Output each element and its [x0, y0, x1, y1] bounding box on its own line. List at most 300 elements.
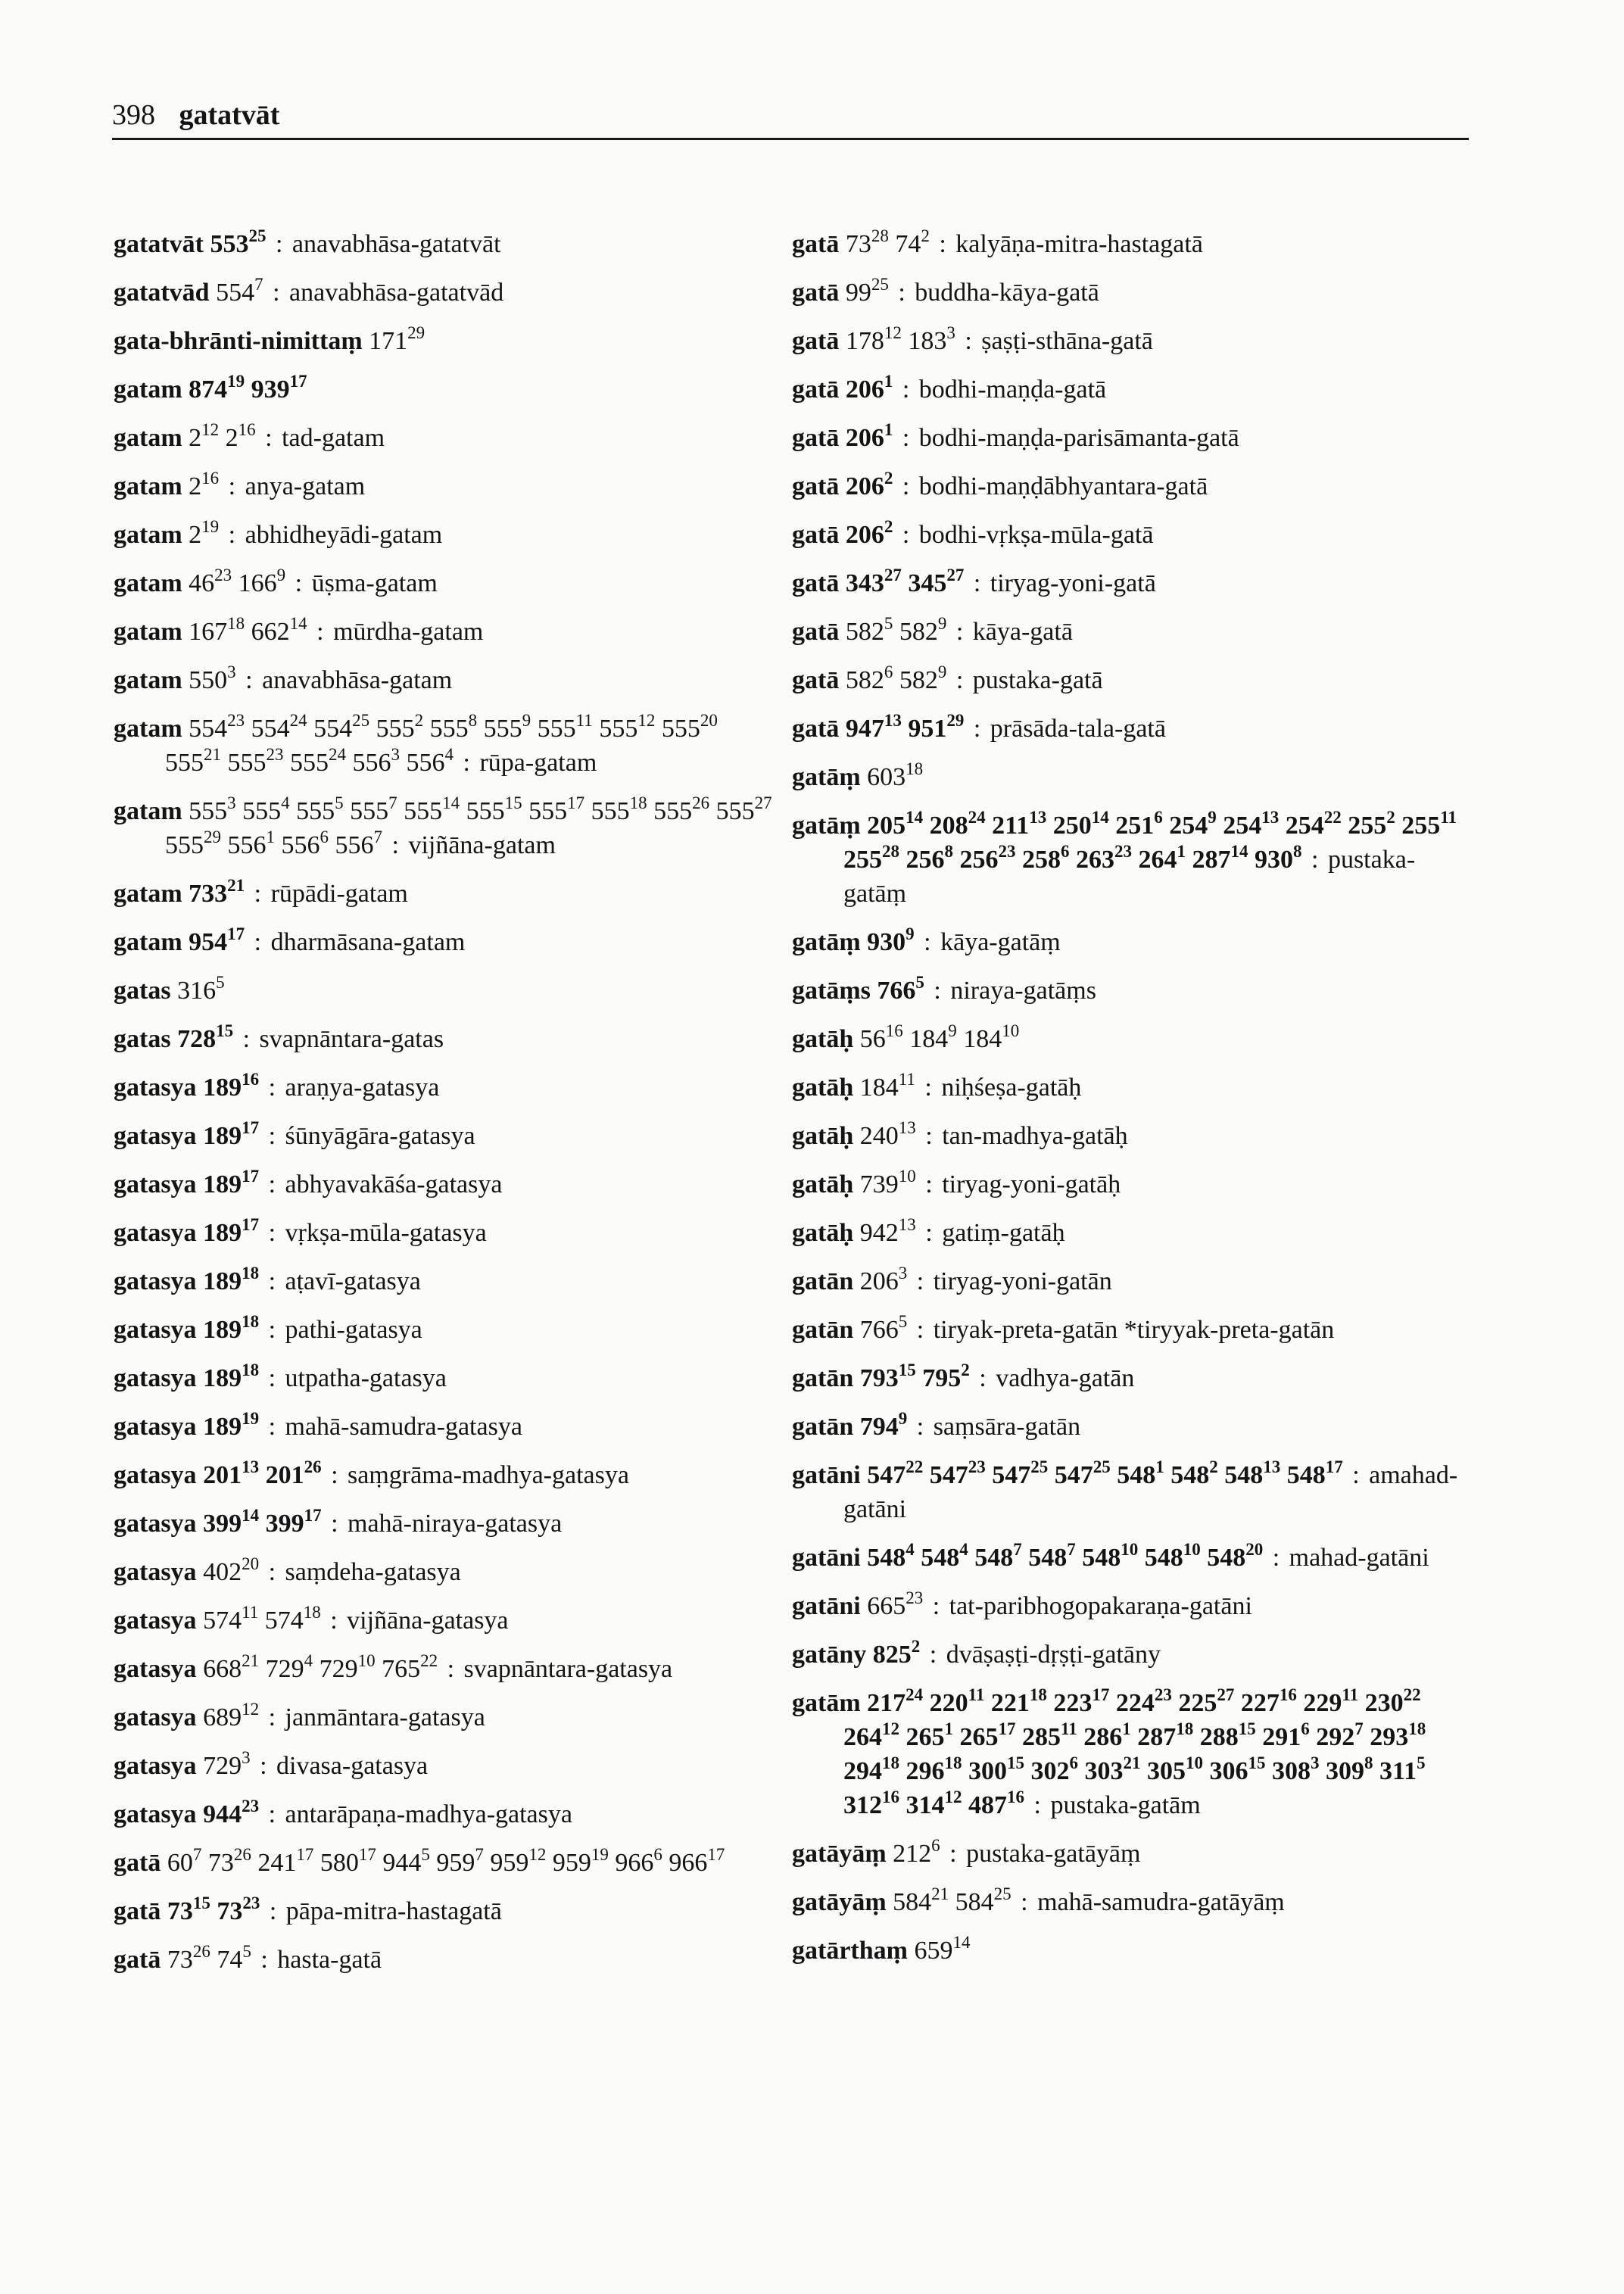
compound-form: bodhi-maṇḍa-parisāmanta-gatā — [918, 424, 1239, 452]
page-reference — [653, 793, 710, 825]
page-reference — [843, 1788, 899, 1819]
page-number-ref: 311 — [1379, 1757, 1417, 1785]
page-reference — [1209, 1753, 1266, 1785]
page-number-ref: 206 — [845, 472, 884, 500]
line-number: 10 — [1002, 1021, 1020, 1040]
headword: gatam — [114, 521, 182, 549]
page-number-ref: 951 — [908, 715, 947, 743]
line-number: 23 — [266, 745, 284, 764]
page-reference — [227, 745, 284, 777]
compound-form: pustaka-gatāyāṃ — [966, 1840, 1141, 1868]
page-reference — [1137, 1719, 1194, 1751]
headword: gatāni — [792, 1544, 861, 1572]
page-reference — [845, 469, 893, 500]
page-reference — [908, 711, 965, 743]
separator: : — [1014, 1888, 1028, 1916]
running-head: gatatvāt — [179, 99, 280, 131]
line-number: 2 — [921, 226, 930, 245]
line-number: 27 — [754, 793, 772, 812]
line-number: 15 — [1007, 1753, 1024, 1772]
line-number: 8 — [1293, 842, 1302, 861]
separator: : — [896, 376, 910, 404]
page-number-ref: 2 — [189, 472, 202, 500]
page-number-ref: 547 — [929, 1461, 968, 1489]
page-number-ref: 343 — [845, 569, 884, 597]
separator: : — [262, 1703, 276, 1731]
headword: gatā — [792, 569, 840, 597]
index-entry — [792, 276, 1458, 310]
line-number: 23 — [998, 842, 1016, 861]
page-reference — [959, 842, 1016, 874]
separator: : — [896, 424, 910, 452]
page-number-ref: 240 — [859, 1122, 899, 1150]
line-number: 1 — [1177, 842, 1186, 861]
headword: gatāḥ — [792, 1025, 854, 1053]
line-number: 5 — [884, 614, 893, 633]
line-number: 22 — [420, 1651, 438, 1670]
line-number: 3 — [898, 1264, 908, 1283]
separator: : — [441, 1655, 455, 1683]
index-entry — [792, 1934, 1458, 1968]
page-reference — [845, 323, 902, 355]
page-reference — [1115, 1685, 1172, 1717]
page-number-ref: 555 — [429, 715, 469, 743]
page-number-ref: 739 — [859, 1170, 899, 1198]
page-reference — [963, 1021, 1020, 1053]
page-number-ref: 201 — [265, 1461, 304, 1489]
separator: : — [896, 521, 910, 549]
page-reference — [167, 1893, 210, 1925]
line-number: 6 — [653, 1845, 662, 1864]
line-number: 14 — [1091, 808, 1109, 827]
separator: : — [949, 618, 964, 646]
separator: : — [891, 279, 906, 307]
page-reference — [1316, 1719, 1364, 1751]
separator: : — [967, 715, 981, 743]
index-entry — [114, 1507, 780, 1541]
page-number-ref: 229 — [1303, 1689, 1342, 1717]
line-number: 10 — [357, 1651, 376, 1670]
line-number: 7 — [475, 1845, 484, 1864]
page-reference — [382, 1651, 438, 1683]
line-number: 8 — [468, 711, 478, 730]
page-reference — [867, 1588, 924, 1620]
page-reference — [1207, 1540, 1264, 1572]
page-number-ref: 256 — [906, 846, 945, 874]
page-number-ref: 184 — [859, 1074, 899, 1102]
compound-form: tad-gatam — [282, 424, 385, 452]
separator: : — [310, 618, 324, 646]
page-reference — [1286, 1457, 1343, 1489]
separator: : — [262, 1800, 276, 1828]
page-reference — [167, 1845, 202, 1877]
headword: gatasya — [114, 1655, 197, 1683]
page-number-ref: 56 — [859, 1025, 886, 1053]
page-number-ref: 930 — [1255, 846, 1293, 874]
line-number: 23 — [214, 566, 232, 584]
page-reference — [859, 1361, 916, 1392]
page-number-ref: 73 — [167, 1946, 193, 1974]
line-number: 15 — [216, 1021, 234, 1040]
compound-form: mahad-gatāni — [1289, 1544, 1429, 1572]
page-reference — [845, 226, 889, 258]
page-reference — [1138, 842, 1186, 874]
page-reference — [1326, 1753, 1373, 1785]
headword: gatasya — [114, 1413, 197, 1441]
page-number-ref: 254 — [1223, 812, 1262, 840]
headword: gatas — [114, 977, 171, 1005]
page-reference — [1169, 808, 1217, 840]
page-reference — [490, 1845, 547, 1877]
page-reference — [207, 1845, 251, 1877]
page-reference — [1303, 1685, 1359, 1717]
separator: : — [263, 1897, 277, 1925]
index-entry — [792, 1589, 1458, 1623]
index-entry — [792, 974, 1458, 1008]
line-number: 13 — [898, 1215, 916, 1234]
page-number-ref: 795 — [922, 1364, 962, 1392]
separator: : — [943, 1840, 957, 1868]
page-reference — [845, 711, 902, 743]
line-number: 25 — [352, 711, 370, 730]
line-number: 17 — [707, 1845, 725, 1864]
page-number-ref: 314 — [906, 1791, 945, 1819]
page-number-ref: 294 — [843, 1757, 882, 1785]
page-number-ref: 555 — [290, 749, 329, 777]
index-entry — [792, 1071, 1458, 1105]
index-entry — [114, 518, 780, 552]
line-number: 17 — [304, 1506, 322, 1525]
page-number-ref: 548 — [1144, 1544, 1183, 1572]
page-reference — [552, 1845, 609, 1877]
compound-form: mahā-samudra-gatāyāṃ — [1037, 1888, 1285, 1916]
line-number: 29 — [204, 828, 221, 846]
compound-form: tan-madhya-gatāḥ — [942, 1122, 1128, 1150]
page-reference — [906, 842, 954, 874]
compound-form: tiryak-preta-gatān *tiryyak-preta-gatān — [933, 1316, 1335, 1344]
page-reference — [313, 711, 370, 743]
page-number-ref: 221 — [990, 1689, 1030, 1717]
index-entry — [792, 1837, 1458, 1871]
page-reference — [909, 1021, 957, 1053]
compound-form: tiryag-yoni-gatān — [933, 1267, 1112, 1295]
page-number-ref: 189 — [203, 1413, 242, 1441]
index-entry — [114, 469, 780, 503]
page-number-ref: 287 — [1192, 846, 1231, 874]
index-entry — [792, 421, 1458, 455]
line-number: 3 — [227, 662, 236, 681]
compound-form: anya-gatam — [245, 472, 366, 500]
page-reference — [843, 1753, 899, 1785]
page-reference — [429, 711, 478, 743]
page-number-ref: 548 — [1028, 1544, 1068, 1572]
page-reference — [845, 614, 893, 646]
page-reference — [929, 1685, 985, 1717]
headword: gatā — [792, 327, 840, 355]
page-reference — [189, 566, 232, 597]
page-number-ref: 189 — [203, 1364, 242, 1392]
headword: gatasya — [114, 1316, 197, 1344]
page-number-ref: 73 — [217, 1897, 243, 1925]
line-number: 10 — [1183, 1540, 1201, 1559]
line-number: 18 — [944, 1753, 962, 1772]
line-number: 23 — [1154, 1685, 1172, 1704]
index-entry — [114, 227, 780, 261]
page-reference — [591, 793, 647, 825]
page-reference — [1348, 808, 1395, 840]
page-reference — [251, 372, 307, 404]
page-number-ref: 555 — [661, 715, 700, 743]
compound-form: śūnyāgāra-gatasya — [285, 1122, 475, 1150]
compound-form: antarāpaṇa-madhya-gatasya — [285, 1800, 572, 1828]
index-entry — [792, 324, 1458, 358]
page-number-ref: 251 — [1115, 812, 1155, 840]
page-number-ref: 584 — [955, 1888, 994, 1916]
index-entry — [114, 1216, 780, 1250]
compound-form: saṃdeha-gatasya — [285, 1558, 461, 1586]
compound-form: vijñāna-gatasya — [347, 1607, 509, 1635]
headword: gatasya — [114, 1267, 197, 1295]
compound-form: abhyavakāśa-gatasya — [285, 1170, 503, 1198]
line-number: 14 — [289, 614, 307, 633]
page-number-ref: 555 — [242, 797, 282, 825]
page-number-ref: 292 — [1316, 1723, 1355, 1751]
page-reference — [203, 1118, 260, 1150]
page-reference — [1224, 1457, 1281, 1489]
page-reference — [845, 275, 889, 307]
page-reference — [257, 1845, 314, 1877]
page-reference — [290, 745, 346, 777]
page-reference — [929, 808, 986, 840]
line-number: 21 — [1123, 1753, 1141, 1772]
compound-form: anavabhāsa-gatatvāt — [291, 230, 501, 258]
line-number: 21 — [931, 1884, 949, 1903]
line-number: 22 — [1323, 808, 1342, 827]
page-number-ref: 399 — [203, 1510, 242, 1538]
page-reference — [335, 828, 383, 859]
line-number: 16 — [885, 1021, 903, 1040]
line-number: 17 — [242, 1167, 260, 1186]
page-number-ref: 944 — [382, 1849, 422, 1877]
page-reference — [908, 323, 955, 355]
page-number-ref: 555 — [599, 715, 638, 743]
index-entry — [114, 1071, 780, 1105]
headword: gata-bhrānti-nimittaṃ — [114, 327, 363, 355]
separator: : — [323, 1607, 338, 1635]
page-reference — [845, 517, 893, 549]
page-reference — [1054, 1457, 1111, 1489]
page-reference — [1223, 808, 1280, 840]
page-number-ref: 947 — [845, 715, 884, 743]
line-number: 19 — [227, 372, 245, 391]
line-number: 4 — [444, 745, 454, 764]
line-number: 23 — [242, 1893, 260, 1912]
headword: gatā — [792, 618, 840, 646]
page-number-ref: 208 — [929, 812, 968, 840]
page-number-ref: 580 — [320, 1849, 359, 1877]
line-number: 17 — [998, 1719, 1016, 1738]
page-number-ref: 582 — [845, 618, 884, 646]
line-number: 27 — [1217, 1685, 1235, 1704]
line-number: 16 — [238, 420, 256, 439]
page-reference — [225, 420, 256, 452]
index-entry — [114, 794, 780, 862]
headword: gatāyāṃ — [792, 1888, 887, 1916]
page-reference — [203, 1361, 260, 1392]
page-number-ref: 548 — [1117, 1461, 1156, 1489]
page-reference — [189, 876, 245, 908]
page-number-ref: 556 — [352, 749, 391, 777]
index-entry — [792, 227, 1458, 261]
line-number: 14 — [906, 808, 924, 827]
line-number: 27 — [946, 566, 965, 584]
page-number-ref: 2 — [189, 424, 202, 452]
page-reference — [990, 1685, 1047, 1717]
line-number: 14 — [952, 1933, 971, 1952]
page-number-ref: 547 — [867, 1461, 906, 1489]
line-number: 7 — [1013, 1540, 1022, 1559]
compound-form: vṛkṣa-mūla-gatasya — [285, 1219, 487, 1247]
index-entry — [114, 1555, 780, 1589]
page-reference — [1115, 808, 1163, 840]
line-number: 9 — [898, 1409, 908, 1428]
separator: : — [253, 1752, 267, 1780]
page-reference — [867, 808, 924, 840]
line-number: 4 — [906, 1540, 915, 1559]
line-number: 9 — [522, 711, 531, 730]
line-number: 12 — [201, 420, 220, 439]
page-reference — [1370, 1719, 1426, 1751]
index-entry — [114, 877, 780, 911]
headword: gatasya — [114, 1170, 197, 1198]
page-reference — [296, 793, 344, 825]
page-reference — [203, 1651, 260, 1683]
page-reference — [1178, 1685, 1235, 1717]
headword: gatasya — [114, 1364, 197, 1392]
compound-form: bodhi-maṇḍa-gatā — [918, 376, 1107, 404]
page-number-ref: 316 — [177, 977, 217, 1005]
page-reference — [974, 1540, 1022, 1572]
compound-form: niḥśeṣa-gatāḥ — [941, 1074, 1082, 1102]
index-entry — [792, 925, 1458, 959]
page-number-ref: 548 — [867, 1544, 906, 1572]
line-number: 4 — [959, 1540, 968, 1559]
headword: gatasya — [114, 1461, 197, 1489]
page-reference — [1199, 1719, 1256, 1751]
line-number: 17 — [242, 1118, 260, 1137]
line-number: 13 — [898, 1118, 916, 1137]
page-number-ref: 224 — [1115, 1689, 1155, 1717]
page-reference — [251, 614, 307, 646]
page-reference — [1117, 1457, 1164, 1489]
compound-form: araṇya-gatasya — [285, 1074, 440, 1102]
line-number: 1 — [884, 420, 893, 439]
compound-form: dvāṣaṣṭi-dṛṣṭi-gatāny — [946, 1641, 1161, 1669]
line-number: 1 — [884, 372, 893, 391]
compound-form: tiryag-yoni-gatāḥ — [942, 1170, 1121, 1198]
index-entry — [792, 1410, 1458, 1444]
page-reference — [203, 1603, 259, 1635]
line-number: 1 — [1122, 1719, 1131, 1738]
separator: : — [262, 1219, 276, 1247]
page-reference — [867, 924, 915, 956]
line-number: 15 — [1238, 1719, 1256, 1738]
line-number: 25 — [871, 275, 889, 294]
page-number-ref: 305 — [1147, 1757, 1186, 1785]
page-reference — [1053, 1685, 1110, 1717]
separator: : — [926, 1592, 940, 1620]
page-number-ref: 554 — [216, 279, 255, 307]
line-number: 9 — [906, 924, 915, 943]
line-number: 2 — [1209, 1457, 1218, 1476]
line-number: 29 — [946, 711, 965, 730]
page-reference — [1240, 1685, 1297, 1717]
page-reference — [189, 711, 245, 743]
headword: gatam — [114, 797, 182, 825]
page-reference — [189, 420, 220, 452]
page-number-ref: 206 — [845, 424, 884, 452]
page-reference — [352, 745, 401, 777]
page-reference — [599, 711, 656, 743]
page-number-ref: 287 — [1137, 1723, 1177, 1751]
page-reference — [217, 1942, 251, 1974]
compound-form: mahā-niraya-gatasya — [348, 1510, 563, 1538]
line-number: 12 — [944, 1788, 962, 1806]
line-number: 3 — [227, 793, 236, 812]
headword: gatam — [114, 928, 182, 956]
page-number-ref: 665 — [867, 1592, 906, 1620]
page-number-ref: 959 — [552, 1849, 591, 1877]
page-reference — [189, 924, 245, 956]
line-number: 24 — [289, 711, 307, 730]
page-reference — [483, 711, 531, 743]
compound-form: hasta-gatā — [277, 1946, 382, 1974]
separator: : — [222, 472, 236, 500]
page-reference — [203, 1409, 260, 1441]
index-entry — [792, 1638, 1458, 1672]
line-number: 23 — [968, 1457, 986, 1476]
line-number: 18 — [1029, 1685, 1047, 1704]
headword: gatam — [114, 376, 182, 404]
headword: gatāṃ — [792, 763, 861, 791]
page-reference — [859, 1215, 916, 1247]
page-reference — [167, 1942, 210, 1974]
page-reference — [906, 1719, 954, 1751]
line-number: 24 — [968, 808, 986, 827]
page-reference — [189, 614, 245, 646]
compound-form: tiryag-yoni-gatā — [990, 569, 1156, 597]
running-header — [112, 97, 1469, 140]
page-reference — [843, 842, 899, 874]
page-number-ref: 729 — [203, 1752, 242, 1780]
headword: gatāṃ — [792, 812, 861, 840]
page-number-ref: 584 — [893, 1888, 932, 1916]
separator: : — [262, 1364, 276, 1392]
page-number-ref: 554 — [251, 715, 290, 743]
page-number-ref: 874 — [189, 376, 228, 404]
page-number-ref: 582 — [845, 666, 884, 694]
page-number-ref: 548 — [1207, 1544, 1246, 1572]
page-number-ref: 189 — [203, 1316, 242, 1344]
index-entry — [792, 809, 1458, 911]
headword: gatasya — [114, 1074, 197, 1102]
line-number: 23 — [906, 1588, 924, 1607]
line-number: 17 — [289, 372, 307, 391]
page-number-ref: 254 — [1169, 812, 1208, 840]
page-reference — [1272, 1753, 1320, 1785]
page-reference — [265, 1651, 313, 1683]
page-reference — [1285, 808, 1342, 840]
